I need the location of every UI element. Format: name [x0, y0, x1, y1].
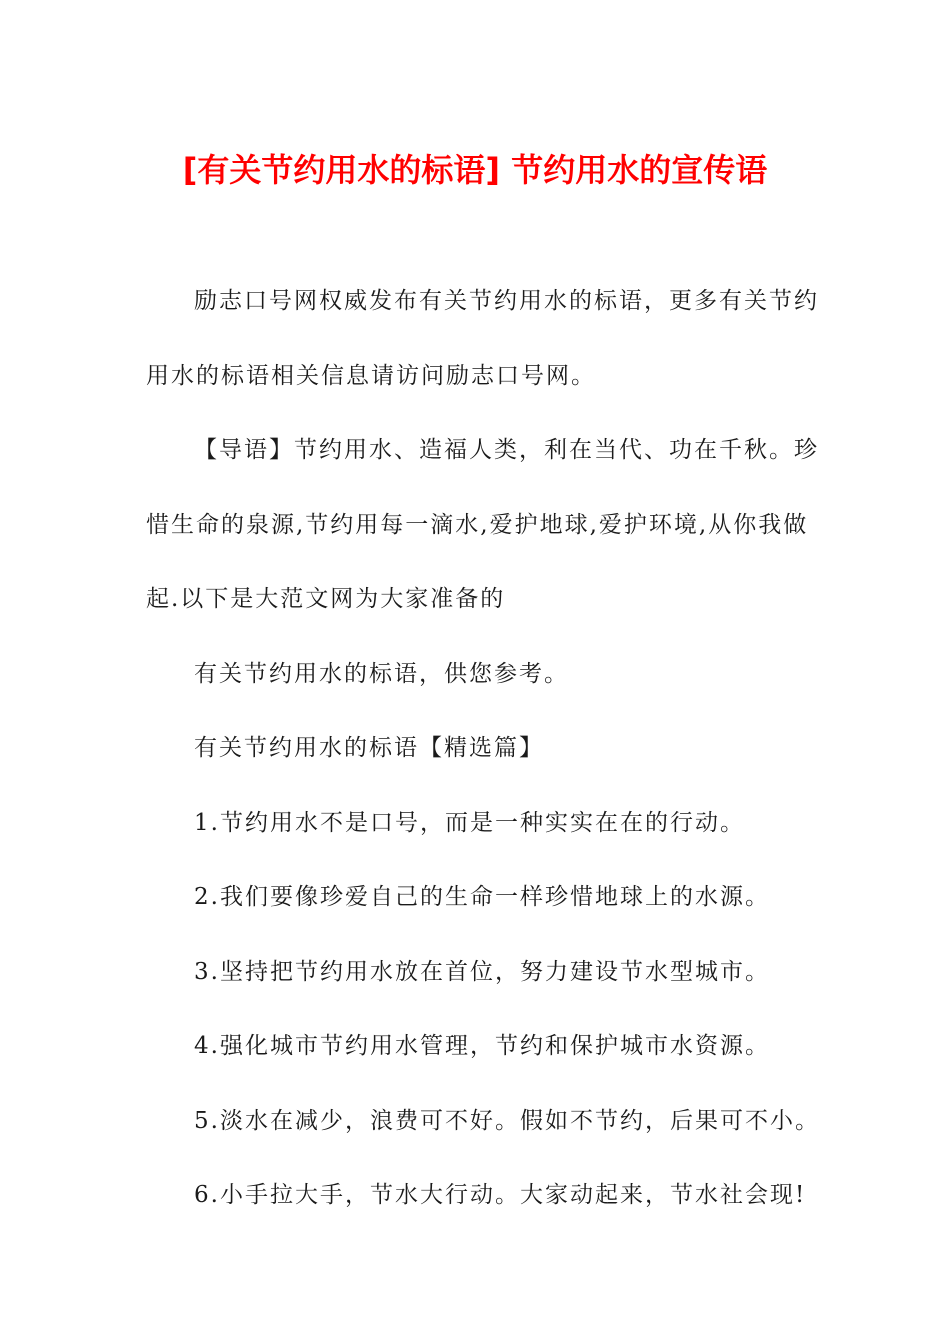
- text-line: 有关节约用水的标语，供您参考。: [194, 660, 569, 687]
- text-line: 3.坚持把节约用水放在首位，努力建设节水型城市。: [194, 958, 770, 985]
- document-title: [有关节约用水的标语] 节约用水的宣传语: [182, 151, 768, 189]
- slogan-item: [146, 1009, 798, 1084]
- reference-paragraph: [146, 637, 798, 712]
- document-body: [146, 264, 820, 1233]
- text-line: 6.小手拉大手，节水大行动。大家动起来，节水社会现!: [194, 1182, 807, 1208]
- section-heading: [146, 711, 798, 786]
- text-line: 2.我们要像珍爱自己的生命一样珍惜地球上的水源。: [194, 884, 770, 910]
- text-line: 惜生命的泉源,节约用每一滴水,爱护地球,爱护环境,从你我做: [146, 511, 809, 538]
- intro-paragraph: [146, 264, 819, 413]
- slogan-item: [146, 1084, 820, 1159]
- text-line: 【导语】节约用水、造福人类，利在当代、功在千秋。珍: [194, 437, 819, 463]
- lead-paragraph: [146, 413, 819, 637]
- slogan-item: [146, 935, 798, 1010]
- text-line: 起.以下是大范文网为大家准备的: [146, 586, 506, 612]
- text-line: 1.节约用水不是口号，而是一种实实在在的行动。: [194, 809, 745, 836]
- slogan-item: [146, 860, 798, 935]
- text-line: 励志口号网权威发布有关节约用水的标语，更多有关节约: [194, 288, 819, 314]
- text-line: 4.强化城市节约用水管理，节约和保护城市水资源。: [194, 1033, 770, 1059]
- text-line: 5.淡水在减少，浪费可不好。假如不节约，后果可不小。: [194, 1107, 820, 1134]
- slogan-item: [146, 786, 798, 861]
- text-line: 有关节约用水的标语【精选篇】: [194, 735, 544, 761]
- slogan-item: [146, 1158, 807, 1233]
- text-line: 用水的标语相关信息请访问励志口号网。: [146, 362, 596, 389]
